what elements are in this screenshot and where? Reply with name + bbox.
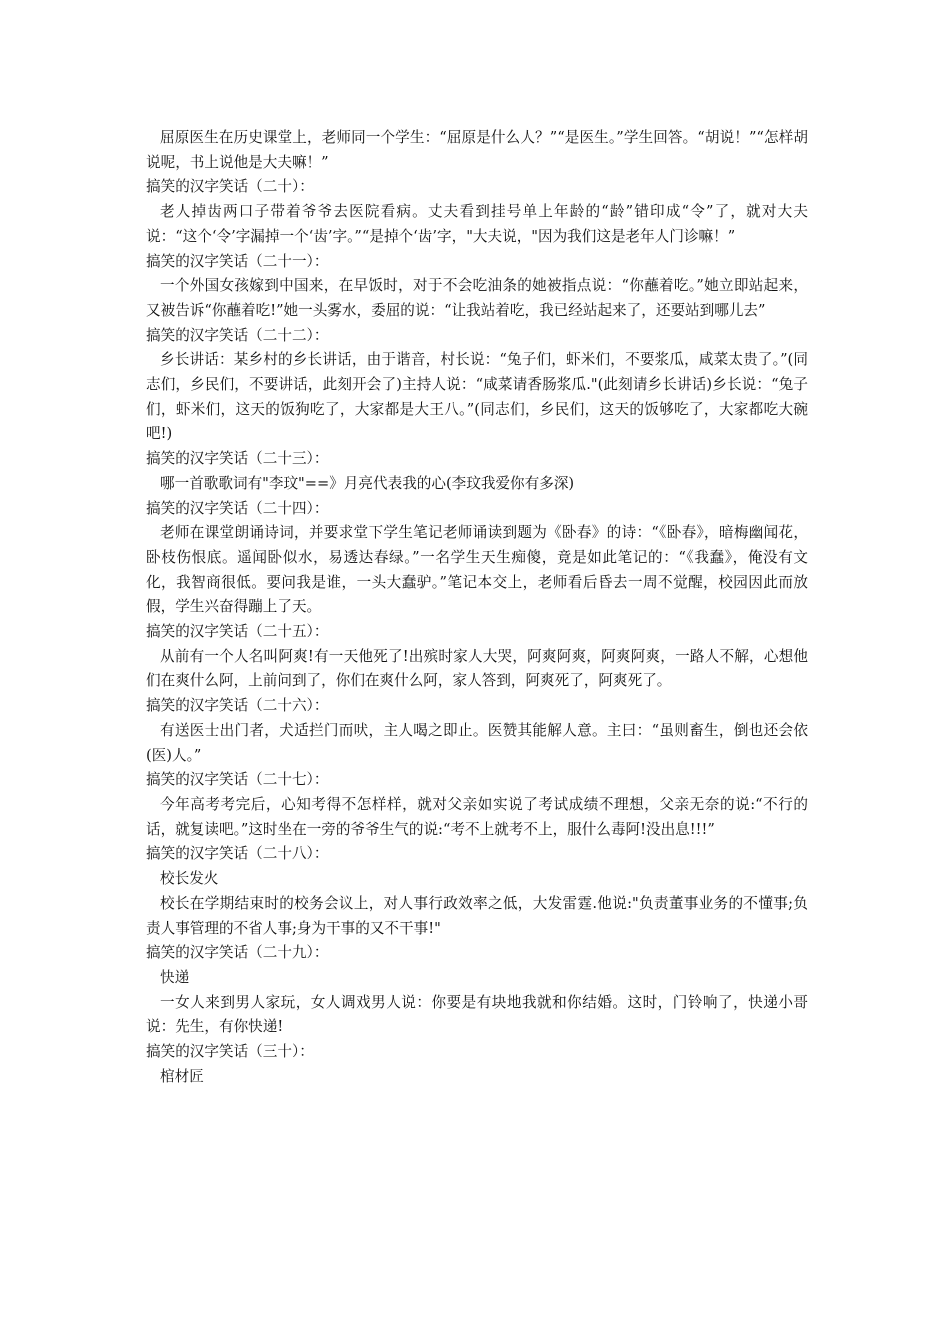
section-heading: 搞笑的汉字笑话（二十七）： — [146, 771, 329, 789]
story-title: 校长发火 — [160, 870, 219, 888]
section-heading: 搞笑的汉字笑话（二十九）： — [146, 944, 329, 962]
paragraph: 今年高考考完后，心知考得不怎样样，就对父亲如实说了考试成绩不理想，父亲无奈的说:“不行的话，就复读吧。”这时坐在一旁的爷爷生气的说:“考不上就考不上，服什么毒阿!没出息!!!” — [146, 795, 808, 838]
story-title: 棺材匠 — [160, 1067, 204, 1085]
paragraph: 有送医士出门者，犬适拦门而吠，主人喝之即止。医赞其能解人意。主曰：“虽则畜生，倒也还会依(医)人。” — [146, 721, 808, 764]
section-heading: 搞笑的汉字笑话（二十二）： — [146, 326, 329, 344]
section-heading: 搞笑的汉字笑话（二十五）： — [146, 623, 329, 641]
section-heading: 搞笑的汉字笑话（二十八）： — [146, 845, 329, 863]
section-heading: 搞笑的汉字笑话（二十六）： — [146, 697, 329, 715]
paragraph: 屈原医生在历史课堂上，老师同一个学生：“屈原是什么人？”“是医生。”学生回答。“胡说！”“怎样胡说呢，书上说他是大夫嘛！” — [146, 129, 808, 171]
paragraph: 一个外国女孩嫁到中国来，在早饭时，对于不会吃油条的她被指点说：“你蘸着吃。”她立即站起来，又被告诉“你蘸着吃!”她一头雾水，委屈的说：“让我站着吃，我已经站起来了，还要站到哪儿去” — [146, 277, 808, 319]
paragraph: 老师在课堂朗诵诗词，并要求堂下学生笔记老师诵读到题为《卧春》的诗：“《卧春》，暗梅幽闻花，卧枝伤恨底。遥闻卧似水，易透达春绿。”一名学生天生痴傻，竟是如此笔记的：“《我蠢》，俺没有文化，我智商很低。要问我是谁，一头大蠢驴。”笔记本交上，老师看后昏去一周不觉醒，校园因此而放假，学生兴奋得蹦上了天。 — [146, 524, 808, 616]
paragraph: 校长在学期结束时的校务会议上，对人事行政效率之低，大发雷霆.他说:"负责董事业务的不懂事;负责人事管理的不省人事;身为干事的又不干事!" — [146, 894, 808, 937]
section-heading: 搞笑的汉字笑话（三十）： — [146, 1043, 314, 1061]
paragraph: 从前有一个人名叫阿爽!有一天他死了!出殡时家人大哭，阿爽阿爽，阿爽阿爽，一路人不解，心想他们在爽什么阿，上前问到了，你们在爽什么阿，家人答到，阿爽死了，阿爽死了。 — [146, 647, 808, 690]
section-heading: 搞笑的汉字笑话（二十三）： — [146, 450, 329, 468]
story-title: 快递 — [160, 968, 190, 986]
document-page — [146, 126, 808, 1089]
paragraph: 一女人来到男人家玩，女人调戏男人说：你要是有块地我就和你结婚。这时，门铃响了，快递小哥说：先生，有你快递! — [146, 993, 808, 1036]
paragraph: 乡长讲话：某乡村的乡长讲话，由于谐音，村长说：“兔子们，虾米们，不要浆瓜，咸菜太贵了。”(同志们，乡民们，不要讲话，此刻开会了)主持人说：“咸菜请香肠浆瓜."(此刻请乡长讲话)乡长说：“兔子们，虾米们，这天的饭狗吃了，大家都是大王八。”(同志们，乡民们，这天的饭够吃了，大家都吃大碗吧!) — [146, 351, 808, 443]
section-heading: 搞笑的汉字笑话（二十）： — [146, 178, 314, 196]
paragraph: 老人掉齿两口子带着爷爷去医院看病。丈夫看到挂号单上年龄的“龄”错印成“令”了，就对大夫说：“这个‘令’字漏掉一个‘齿’字。”“是掉个‘齿’字，"大夫说，"因为我们这是老年人门诊嘛！” — [146, 203, 808, 245]
paragraph: 哪一首歌歌词有"李玟"==》月亮代表我的心(李玟我爱你有多深) — [160, 474, 575, 492]
section-heading: 搞笑的汉字笑话（二十四）： — [146, 499, 329, 517]
section-heading: 搞笑的汉字笑话（二十一）： — [146, 252, 329, 270]
